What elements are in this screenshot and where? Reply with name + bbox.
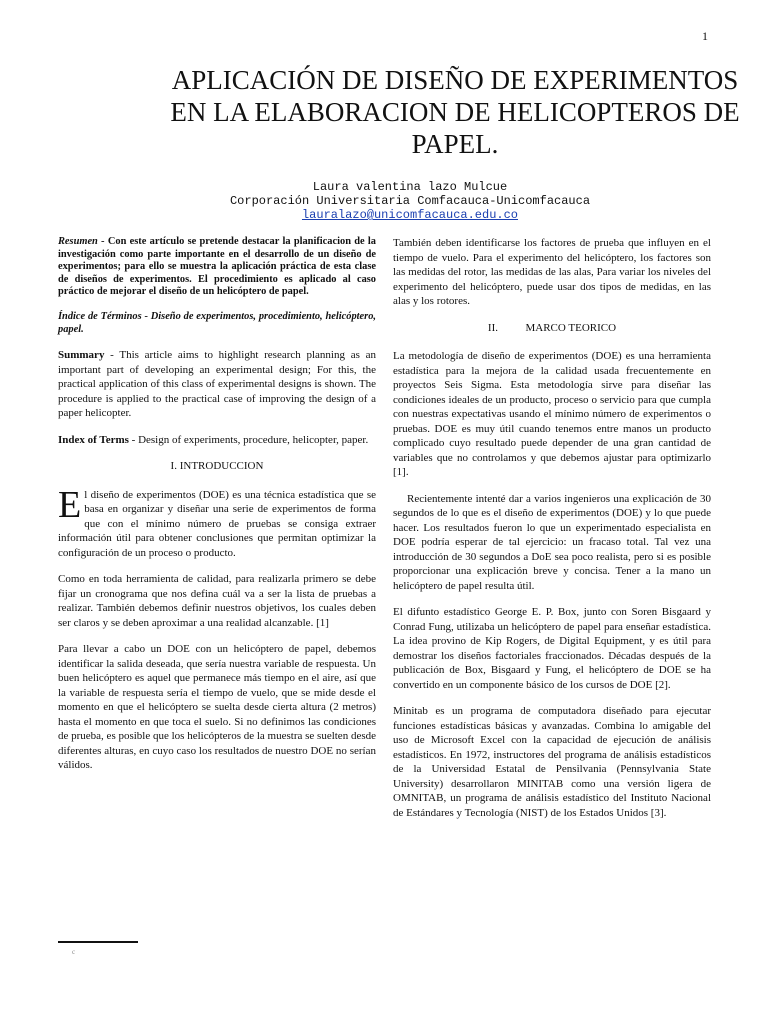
intro-paragraph-2: Como en toda herramienta de calidad, para realizarla primero se debe fijar un cronograma que nos defina cuál va a ser la lista de pruebas a realizar. También debemos definir nuestros objetivos, los cuales deben ser claros y se deben aproximar a una realidad alcanzable. [1] bbox=[58, 573, 376, 629]
index-terms-en-label: Index of Terms bbox=[58, 433, 129, 446]
abstract bbox=[58, 236, 376, 299]
marco-paragraph-2: Recientemente intenté dar a varios ingenieros una explicación de 30 segundos de lo que es el diseño de experimentos (DOE) y lo que puede hacer. Los resultados fueron lo que un experimentado especialista en DOE podría esperar de tal ejercicio: un fracaso total. Tal vez una introducción de 30 segundos a DoE sea poco realista, pero si es posible proporcionar una explicación breve y concisa. Tener a la mano un helicóptero de papel resulta útil. bbox=[393, 492, 711, 592]
page-number: 1 bbox=[702, 29, 708, 43]
paper-title: APLICACIÓN DE DISEÑO DE EXPERIMENTOS EN LA ELABORACION DE HELICOPTEROS DE PAPEL. bbox=[170, 65, 740, 159]
section-heading-intro: I. INTRODUCCION bbox=[170, 460, 264, 473]
author-name: Laura valentina lazo Mulcue bbox=[312, 180, 508, 194]
drop-cap: E bbox=[58, 483, 82, 526]
intro-paragraph-1-text: l diseño de experimentos (DOE) es una técnica estadística que se basa en organizar y diseñar una serie de experimentos de forma que con el mínimo número de pruebas se consiga extraer información útil para obtener conclusiones que permitan optimizar la configuración de un proceso o producto. bbox=[58, 488, 376, 559]
abstract-text: Con este artículo se pretende destacar la planificacion de la investigación como parte importante en el desarrollo de un diseño de experimentos; para ello se muestra la aplicación práctica de esta clase de diseños de experimentos. El procedimiento es aplicado al caso práctico de mejorar el diseño de un helicóptero de papel. bbox=[58, 236, 377, 298]
summary bbox=[58, 348, 376, 421]
marco-paragraph-4: Minitab es un programa de computadora diseñado para ejecutar funciones estadísticas básicas y avanzadas. Combina lo amigable del uso de Microsoft Excel con la capacidad de ejecución de análisis estadísticos. En 1972, instructores del programa de análisis estadísticos de la Universidad Estatal de Pensilvania (Pennsylvania State University) desarrollaron MINITAB como una versión ligera de OMNITAB, un programa de análisis estadístico del Instituto Nacional de Estándares y Tecnología (NIST) de los Estados Unidos [3]. bbox=[393, 705, 711, 819]
footnote-mark: c bbox=[72, 948, 76, 956]
footnote-rule bbox=[58, 941, 138, 943]
summary-label: Summary bbox=[58, 349, 105, 362]
marco-paragraph-3: El difunto estadístico George E. P. Box, junto con Soren Bisgaard y Conrad Fung, utilizaba un helicóptero de papel para enseñar estadística. La idea provino de Kip Rogers, de Digital Equipment, y es útil para demostrar los diseños factoriales fraccionados. Décadas después de la publicación de Box, Bisgaard y Fung, el helicóptero de DOE se ha convertido en un componente básico de los cursos de DOE [2]. bbox=[393, 606, 711, 691]
marco-paragraph-1: La metodología de diseño de experimentos (DOE) es una herramienta estadística para la mejora de la calidad usada frecuentemente en proyectos Seis Sigma. Esta metodología sirve para diseñar las condiciones ideales de un producto, proceso o servicio para que cumpla con nuestras expectativas usando el mínimo número de experimentos o pruebas. DOE es muy útil cuando tenemos entre manos un producto complicado cuyo resultado puede depender de una gran cantidad de variables que no controlamos y que debemos ajustar para optimizarlo [1]. bbox=[393, 350, 711, 478]
right-paragraph-1: También deben identificarse los factores de prueba que influyen en el tiempo de vuelo. Para el experimento del helicóptero, los factores son las medidas del rotor, las medidas de las alas, Para variar los niveles del experimento del helicóptero, puede usar dos tipos de medidas, en las alas y los rotores. bbox=[393, 237, 711, 307]
author-affiliation: Corporación Universitaria Comfacauca-Unicomfacauca bbox=[229, 194, 591, 208]
left-column bbox=[58, 236, 376, 785]
right-column bbox=[393, 236, 711, 832]
author-email-link[interactable]: lauralazo@unicomfacauca.edu.co bbox=[301, 208, 519, 222]
abstract-label: Resumen - bbox=[58, 236, 105, 247]
intro-paragraph-1 bbox=[58, 483, 376, 561]
index-terms-en-text: - Design of experiments, procedure, helicopter, paper. bbox=[128, 433, 369, 446]
summary-text: - This article aims to highlight research planning as an important part of developing an experimental design; For this, the practical application of this class of experimental designs is shown. The procedure is applied to the practical case of improving the design of a paper helicopter. bbox=[58, 349, 376, 420]
author-block bbox=[160, 180, 660, 222]
index-terms-es-label: Índice de Términos - bbox=[58, 310, 148, 322]
index-terms-es bbox=[58, 311, 376, 336]
intro-paragraph-3: Para llevar a cabo un DOE con un helicóptero de papel, debemos identificar la salida deseada, que sería nuestra variable de respuesta. Un buen helicóptero es aquel que permanece más tiempo en el aire, así que la variable de respuesta sería el tiempo de vuelo, que se mide desde el momento en que el helicóptero se suelta desde cierta altura (2 metros) hasta el momento en que toca el suelo. Si no definimos las condiciones de prueba, es posible que los helicópteros de la muestra se suelten desde diferentes alturas, en cuyo caso los resultados de nuestro DOE no serían válidos. bbox=[58, 643, 376, 772]
index-terms-es-text: Diseño de experimentos, procedimiento, helicóptero, papel. bbox=[58, 310, 376, 335]
index-terms-en bbox=[58, 433, 376, 448]
section-heading-marco: II. MARCO TEORICO bbox=[487, 321, 617, 334]
